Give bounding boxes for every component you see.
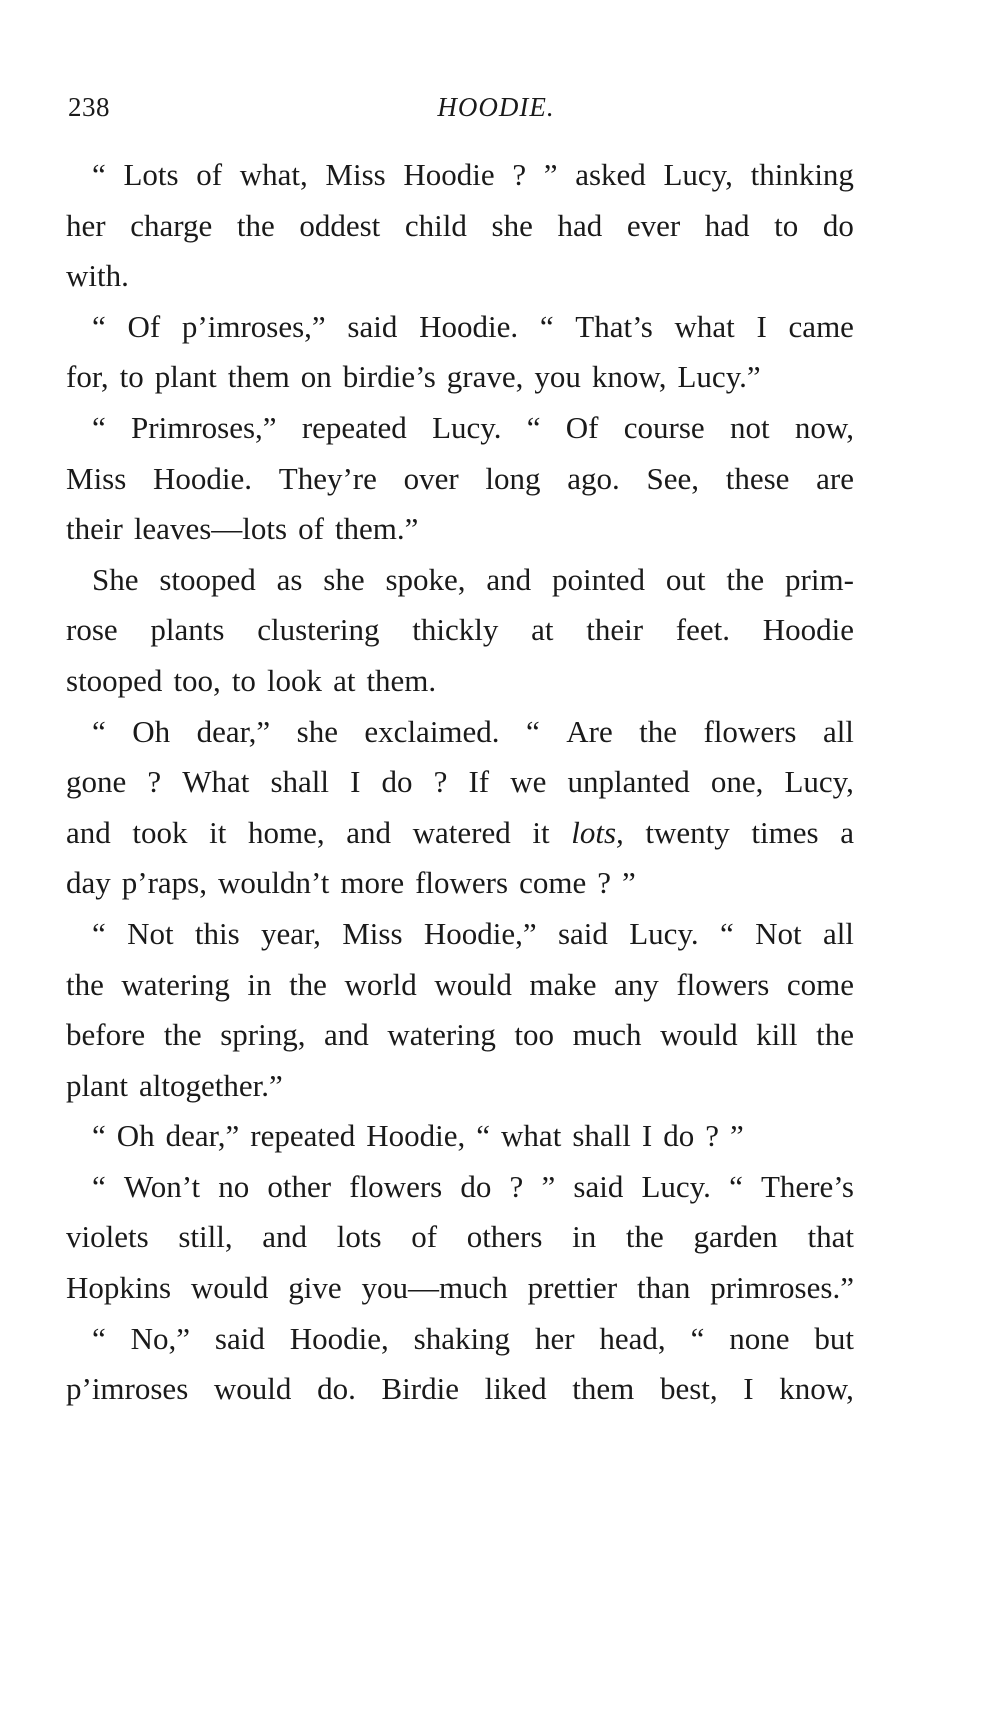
text-line: violets still, and lots of others in the garden that [66,1219,854,1255]
page-header [66,92,856,132]
text-line: day p’raps, wouldn’t more flowers come ? ” [66,865,636,901]
text-line: “ Of p’imroses,” said Hoodie. “ That’s what I came [92,308,854,344]
text-line: Hopkins would give you—much prettier than primroses.” [66,1270,854,1306]
text-line: “ Primroses,” repeated Lucy. “ Of course not now, [92,409,854,445]
text-line: her charge the oddest child she had ever had to do [66,207,854,243]
text-line: “ Oh dear,” repeated Hoodie, “ what shall I do ? ” [92,1118,744,1154]
text-line: “ Oh dear,” she exclaimed. “ Are the flowers all [92,713,854,749]
text-line: their leaves—lots of them.” [66,511,419,547]
text-line: She stooped as she spoke, and pointed out the prim- [92,561,854,597]
page-number: 238 [68,92,110,122]
running-head: HOODIE. [437,92,555,122]
text-line: “ Won’t no other flowers do ? ” said Lucy. “ There’s [92,1168,854,1204]
text-line: Miss Hoodie. They’re over long ago. See, these are [66,460,854,496]
text-line: before the spring, and watering too much would kill the [66,1017,854,1053]
text-line: gone ? What shall I do ? If we unplanted one, Lucy, [66,764,854,800]
text-line: “ No,” said Hoodie, shaking her head, “ none but [92,1320,854,1356]
text-line: rose plants clustering thickly at their feet. Hoodie [66,612,854,648]
text-line: p’imroses would do. Birdie liked them best, I know, [66,1371,854,1407]
text-line: “ Lots of what, Miss Hoodie ? ” asked Lucy, thinking [92,157,854,192]
text-line: with. [66,258,129,294]
text-line: for, to plant them on birdie’s grave, you know, Lucy.” [66,359,761,395]
text-line: plant altogether.” [66,1067,283,1103]
text-line: the watering in the world would make any flowers come [66,966,854,1002]
text-line: stooped too, to look at them. [66,662,437,698]
text-line: “ Not this year, Miss Hoodie,” said Lucy. “ Not all [92,915,854,951]
body-text [66,150,854,1415]
text-line: and took it home, and watered it lots, twenty times a [66,814,854,850]
